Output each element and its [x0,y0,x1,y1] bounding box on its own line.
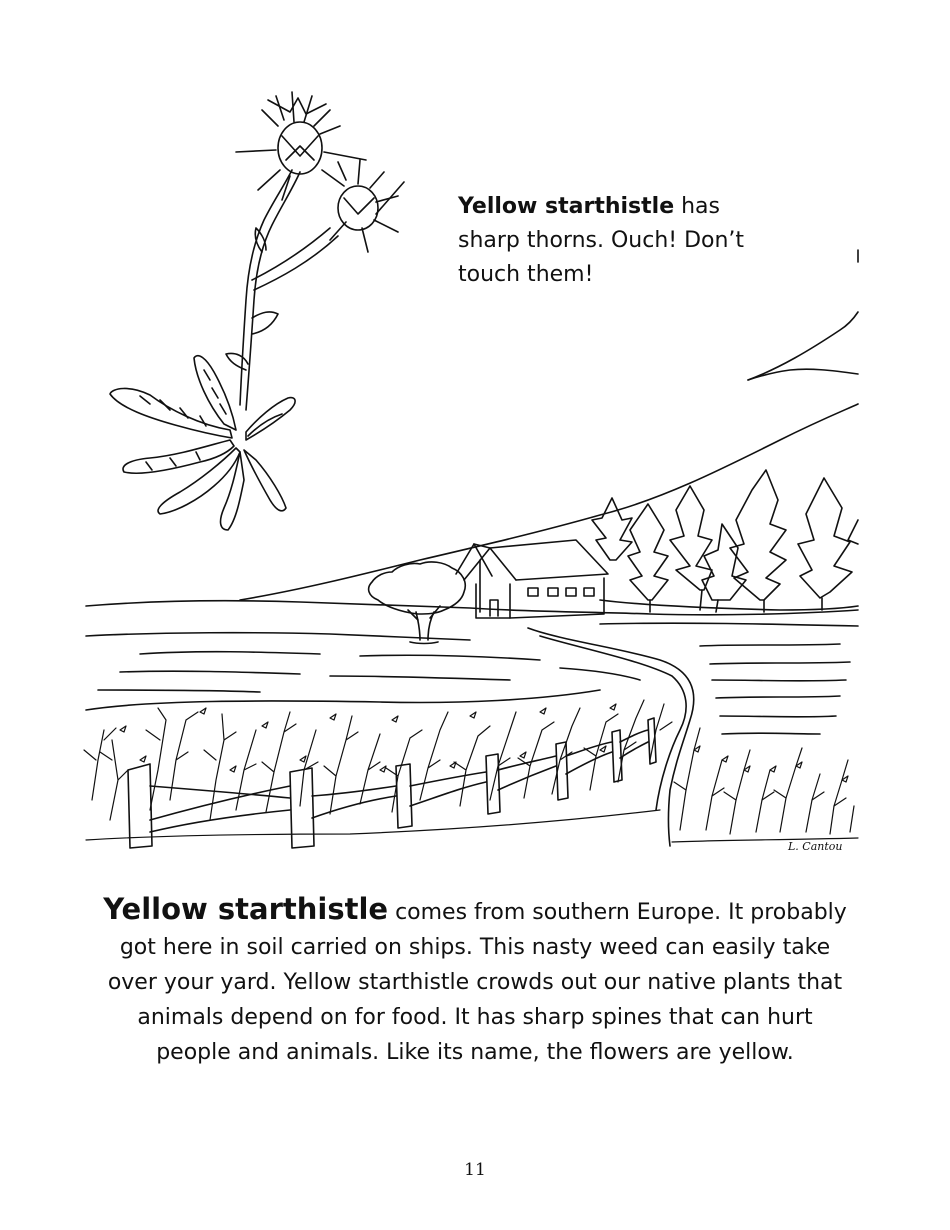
thistle-head-2 [330,160,404,252]
main-paragraph [100,892,850,1070]
farmhouse [456,540,608,618]
callout-text: has sharp thorns. Ouch! Don’t touch them! [458,194,745,287]
thistle-callout [458,190,788,292]
thistle-plant [110,92,404,530]
fields [86,601,858,846]
callout-bold-term: Yellow starthistle [458,194,675,219]
thistle-rosette [110,356,295,530]
thistle-head-1 [236,92,366,200]
forest [592,470,858,612]
page-number: 11 [464,1160,486,1180]
artist-signature: L. Cantou [788,840,843,853]
weed-thicket [84,700,858,842]
main-text: comes from southern Europe. It probably got here in soil carried on ships. This nasty weed can easily take over your yard. Yellow starthistle crowds out our native plants that animals depend on for food. It has sharp spines that can hurt people and animals. Like its name, the flowers are yellow. [107,900,847,1065]
hills [240,250,858,600]
round-tree [369,562,466,644]
wooden-fence [128,718,656,848]
main-bold-term: Yellow starthistle [103,892,389,926]
